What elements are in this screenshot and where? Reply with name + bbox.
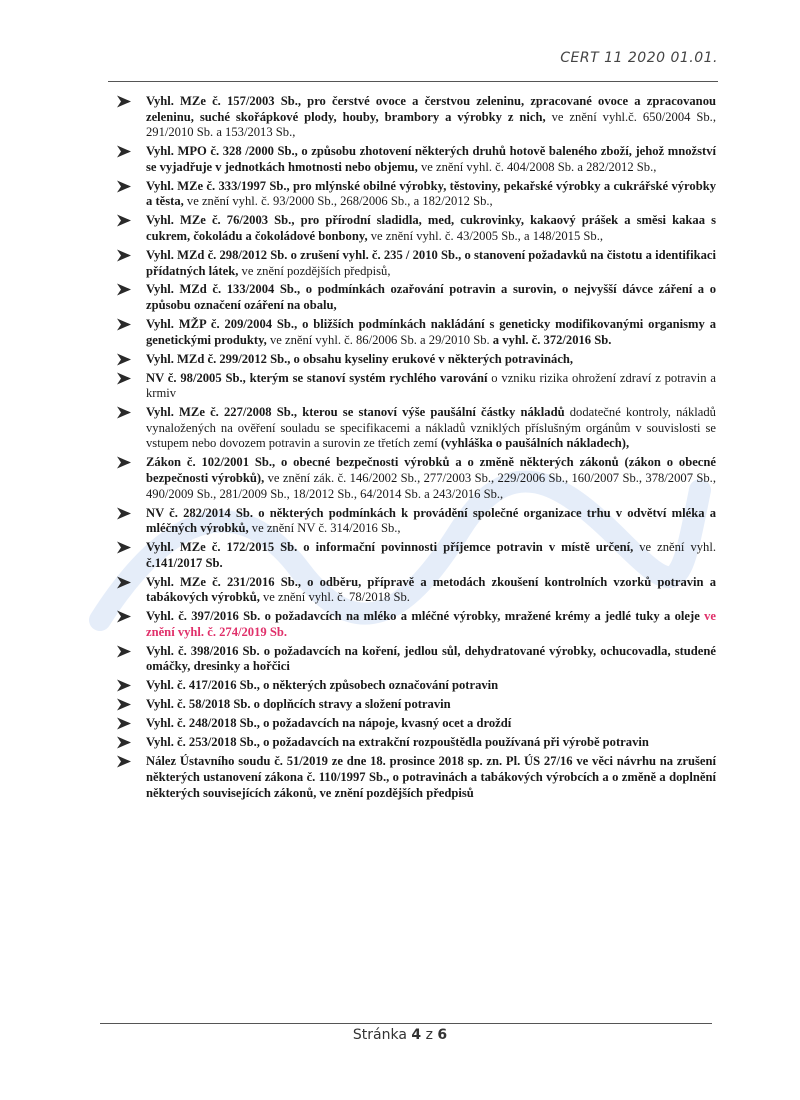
arrow-bullet-icon xyxy=(116,755,132,768)
arrow-bullet-icon xyxy=(116,353,132,366)
arrow-bullet-icon xyxy=(116,318,132,331)
arrow-bullet-icon xyxy=(116,679,132,692)
arrow-bullet-icon xyxy=(116,541,132,554)
list-item xyxy=(116,455,716,502)
arrow-bullet-icon xyxy=(116,249,132,262)
list-item xyxy=(116,540,716,571)
item-text: o vzniku rizika ohrožení zdraví z potravin a krmiv xyxy=(146,370,716,401)
item-text: Vyhl. MZe č. 333/1997 Sb., pro mlýnské obilné výrobky, těstoviny, pekařské výrobky a cukrářské výrobky a těsta, xyxy=(146,178,716,209)
item-text: ve znění vyhl. č. 86/2006 Sb. a 29/2010 Sb. xyxy=(266,332,493,347)
item-text: Vyhl. MZe č. 157/2003 Sb., pro čerstvé ovoce a čerstvou zeleninu, zpracované ovoce a zpracovanou zeleninu, suché skořápkové plody, houby, brambory a výrobky z nich, xyxy=(146,94,716,124)
arrow-bullet-icon xyxy=(116,645,132,658)
footer-rule xyxy=(100,1023,712,1024)
item-text: Vyhl. MZd č. 133/2004 Sb., o podmínkách ozařování potravin a surovin, o nejvyšší dávce záření a o způsobu označení ozáření na obalu, xyxy=(146,282,716,313)
item-text: Vyhl. č. 58/2018 Sb. o doplňcích stravy a složení potravin xyxy=(146,697,451,712)
item-text: Vyhl. MZe č. 172/2015 Sb. o informační povinnosti příjemce potravin v místě určení, xyxy=(146,540,634,555)
list-item xyxy=(116,317,716,348)
list-item xyxy=(116,94,716,141)
item-text: Vyhl. MZe č. 231/2016 Sb., o odběru, přípravě a metodách zkoušení kontrolních vzorků potravin a tabákových výrobků, xyxy=(146,574,716,605)
list-item xyxy=(116,575,716,606)
item-text: Vyhl. MZe č. 227/2008 Sb., kterou se stanoví výše paušální částky nákladů xyxy=(146,405,565,420)
list-item xyxy=(116,371,716,402)
item-text: Vyhl. MZd č. 299/2012 Sb., o obsahu kyseliny erukové v některých potravinách, xyxy=(146,351,574,366)
page-separator: z xyxy=(425,1027,433,1043)
item-text: NV č. 98/2005 Sb., kterým se stanoví systém rychlého varování xyxy=(146,370,488,385)
list-item xyxy=(116,506,716,537)
item-text: NV č. 282/2014 Sb. o některých podmínkách k provádění společné organizace trhu v odvětví mléka a mléčných výrobků, xyxy=(146,505,716,536)
arrow-bullet-icon xyxy=(116,717,132,730)
list-item xyxy=(116,644,716,675)
item-text: (vyhláška o paušálních nákladech), xyxy=(440,436,630,451)
item-text: Vyhl. MZe č. 76/2003 Sb., pro přírodní sladidla, med, cukrovinky, kakaový prášek a směsi kakaa s cukrem, čokoládu a čokoládové bonbony, xyxy=(146,213,716,243)
item-text: Vyhl. MPO č. 328 /2000 Sb., o způsobu zhotovení některých druhů hotově baleného zboží, jehož množství se vyjadřuje v jednotkách hmotnosti nebo objemu, xyxy=(146,144,716,174)
page-current: 4 xyxy=(411,1027,422,1043)
item-text: Vyhl. č. 398/2016 Sb. o požadavcích na koření, jedlou sůl, dehydratované výrobky, ochucovadla, studené omáčky, dresinky a hořčici xyxy=(146,643,716,674)
arrow-bullet-icon xyxy=(116,507,132,520)
list-item xyxy=(116,282,716,313)
arrow-bullet-icon xyxy=(116,214,132,227)
list-item xyxy=(116,716,716,732)
page-total: 6 xyxy=(437,1027,448,1043)
document-code: CERT 11 2020 01.01. xyxy=(560,50,718,66)
item-text: ve znění vyhl. č. 404/2008 Sb. a 282/2012 Sb., xyxy=(417,159,657,174)
arrow-bullet-icon xyxy=(116,283,132,296)
item-text: ve znění zák. č. 146/2002 Sb., 277/2003 Sb., 229/2006 Sb., 160/2007 Sb., 378/2007 Sb., 490/2009 Sb., 281/2009 Sb., 18/2012 Sb., 64/2014 Sb. a 243/2016 Sb., xyxy=(146,470,716,501)
item-text: Vyhl. MZd č. 298/2012 Sb. o zrušení vyhl. č. 235 / 2010 Sb., o stanovení požadavků na čistotu a identifikaci přídatných látek, xyxy=(146,247,716,278)
item-text: Vyhl. č. 417/2016 Sb., o některých způsobech označování potravin xyxy=(146,678,499,693)
item-text: ve znění vyhl. xyxy=(633,540,716,555)
arrow-bullet-icon xyxy=(116,406,132,419)
item-text: Vyhl. č. 248/2018 Sb., o požadavcích na nápoje, kvasný ocet a droždí xyxy=(146,716,512,731)
list-item xyxy=(116,352,716,368)
list-item xyxy=(116,678,716,694)
item-text: ve znění pozdějších předpisů, xyxy=(238,263,391,278)
list-item xyxy=(116,735,716,751)
list-item xyxy=(116,697,716,713)
list-item xyxy=(116,405,716,452)
arrow-bullet-icon xyxy=(116,576,132,589)
item-text: Vyhl. MŽP č. 209/2004 Sb., o bližších podmínkách nakládání s geneticky modifikovanými organismy a genetickými produkty, xyxy=(146,317,716,347)
item-text: ve znění vyhl. č. 78/2018 Sb. xyxy=(259,590,410,605)
arrow-bullet-icon xyxy=(116,372,132,385)
arrow-bullet-icon xyxy=(116,180,132,193)
list-item xyxy=(116,179,716,210)
arrow-bullet-icon xyxy=(116,456,132,469)
header-rule xyxy=(108,81,718,82)
page-label: Stránka xyxy=(352,1027,407,1043)
arrow-bullet-icon xyxy=(116,145,132,158)
item-text: Nález Ústavního soudu č. 51/2019 ze dne 18. prosince 2018 sp. zn. Pl. ÚS 27/16 ve věci návrhu na zrušení některých ustanovení zákona č. 110/1997 Sb., o potravinách a tabákových výrobcích a o změně a doplnění některých souvisejících zákonů, ve znění pozdějších předpisů xyxy=(146,754,716,800)
list-item xyxy=(116,609,716,640)
arrow-bullet-icon xyxy=(116,698,132,711)
page-number xyxy=(0,1027,800,1043)
arrow-bullet-icon xyxy=(116,736,132,749)
item-text: Vyhl. č. 253/2018 Sb., o požadavcích na extrakční rozpouštědla používaná při výrobě potravin xyxy=(146,735,649,750)
item-text: Zákon č. 102/2001 Sb., o obecné bezpečnosti výrobků a o změně některých zákonů (zákon o obecné bezpečnosti výrobků), xyxy=(146,455,716,485)
arrow-bullet-icon xyxy=(116,95,132,108)
item-text: ve znění vyhl.č. 650/2004 Sb., 291/2010 Sb. a 153/2013 Sb., xyxy=(146,109,716,140)
item-text: ve znění NV č. 314/2016 Sb., xyxy=(248,521,401,536)
item-text: a vyhl. č. 372/2016 Sb. xyxy=(492,332,612,347)
arrow-bullet-icon xyxy=(116,610,132,623)
list-item xyxy=(116,213,716,244)
item-text: Vyhl. č. 397/2016 Sb. o požadavcích na mléko a mléčné výrobky, mražené krémy a jedlé tuky a oleje xyxy=(146,609,705,624)
list-item xyxy=(116,248,716,279)
item-text: ve znění vyhl. č. 93/2000 Sb., 268/2006 Sb., a 182/2012 Sb., xyxy=(183,194,493,209)
item-text: dodatečné kontroly, nákladů vynaložených na ověření souladu se specifikacemi a nákladů vzniklých příslušným orgánům v souvislosti se vstupem nebo dovozem potravin a surovin ze třetích zemí xyxy=(146,405,716,451)
list-item xyxy=(116,144,716,175)
item-text: č.141/2017 Sb. xyxy=(146,555,223,570)
legislation-list xyxy=(116,94,716,805)
list-item xyxy=(116,754,716,801)
amendment-highlight: ve znění vyhl. č. 274/2019 Sb. xyxy=(146,609,716,639)
item-text: ve znění vyhl. č. 43/2005 Sb., a 148/2015 Sb., xyxy=(367,228,604,243)
